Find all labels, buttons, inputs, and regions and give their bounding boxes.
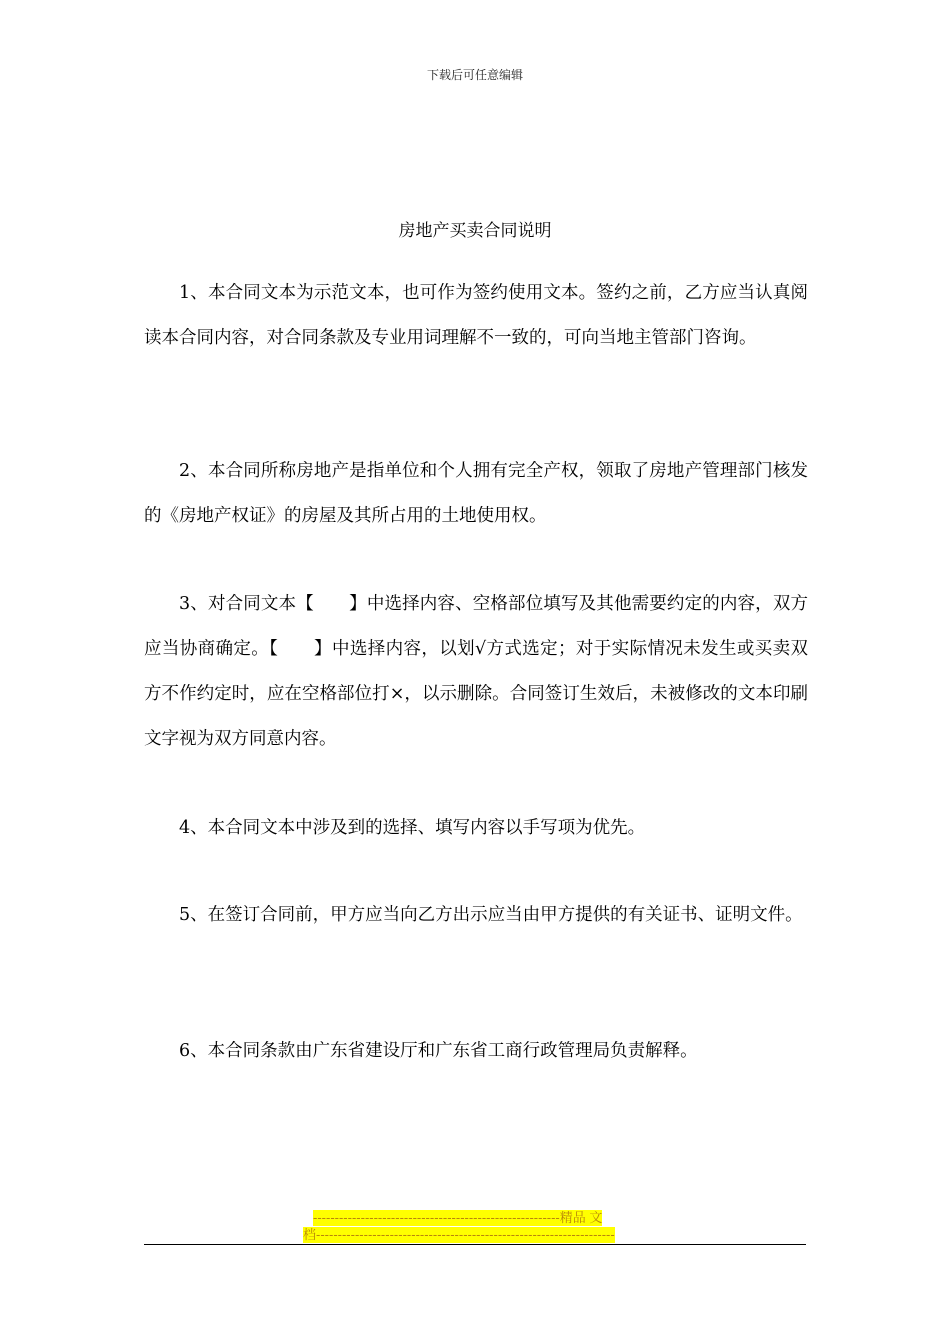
header-note: 下载后可任意编辑 xyxy=(426,68,523,82)
paragraph-2: 2、本合同所称房地产是指单位和个人拥有完全产权，领取了房地产管理部门核发的《房地产权证》的房屋及其所占用的土地使用权。 xyxy=(144,461,808,526)
footer-watermark-line-2: 档--------------------------------------------------------------------- xyxy=(303,1227,615,1242)
paragraph-6: 6、本合同条款由广东省建设厅和广东省工商行政管理局负责解释。 xyxy=(179,1041,698,1061)
paragraph-4: 4、本合同文本中涉及到的选择、填写内容以手写项为优先。 xyxy=(179,818,646,838)
paragraph-1: 1、本合同文本为示范文本，也可作为签约使用文本。签约之前，乙方应当认真阅读本合同内容，对合同条款及专业用词理解不一致的，可向当地主管部门咨询。 xyxy=(144,283,808,348)
paragraph-3: 3、对合同文本【 】中选择内容、空格部位填写及其他需要约定的内容，双方应当协商确定。【 】中选择内容，以划√方式选定；对于实际情况未发生或买卖双方不作约定时，应在空格部位打×，以示删除。合同签订生效后，未被修改的文本印刷文字视为双方同意内容。 xyxy=(144,594,808,749)
document-title: 房地产买卖合同说明 xyxy=(398,221,552,241)
paragraph-5: 5、在签订合同前，甲方应当向乙方出示应当由甲方提供的有关证书、证明文件。 xyxy=(179,905,803,925)
footer-watermark-line-1: ---------------------------------------------------------精品 文 xyxy=(313,1210,603,1225)
footer-rule xyxy=(144,1244,806,1245)
